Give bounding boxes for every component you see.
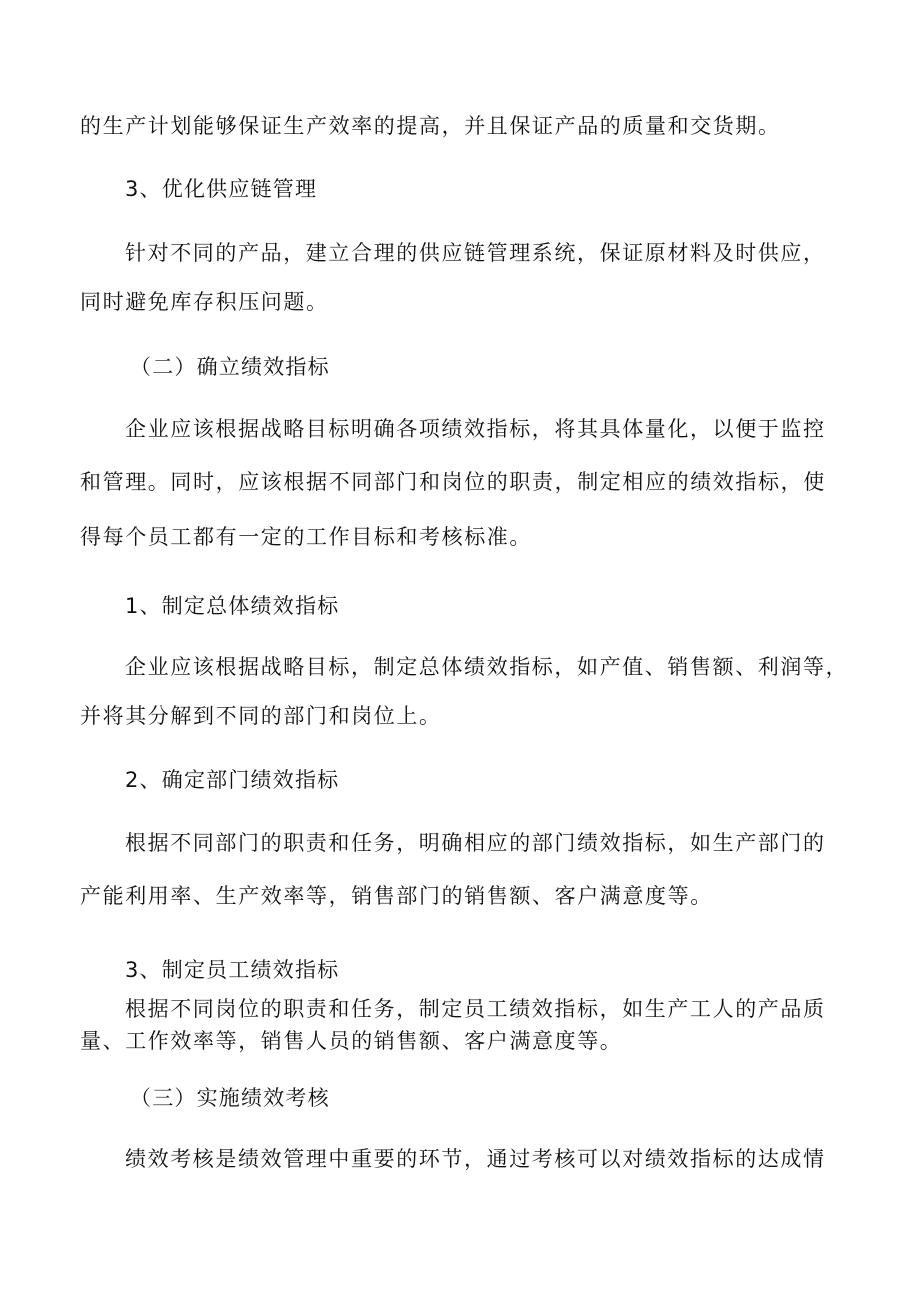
text-line: 企业应该根据战略目标，制定总体绩效指标，如产值、销售额、利润等， [125, 655, 849, 679]
section-heading: （二）确立绩效指标 [130, 355, 330, 379]
section-heading: 3、优化供应链管理 [125, 177, 318, 201]
text-line: 量、工作效率等，销售人员的销售额、客户满意度等。 [80, 1029, 623, 1053]
text-line: 企业应该根据战略目标明确各项绩效指标，将其具体量化，以便于监控 [125, 417, 826, 441]
section-heading: （三）实施绩效考核 [130, 1086, 330, 1110]
text-line: 的生产计划能够保证生产效率的提高，并且保证产品的质量和交货期。 [80, 114, 781, 138]
text-line: 根据不同部门的职责和任务，明确相应的部门绩效指标，如生产部门的 [125, 831, 826, 855]
section-heading: 2、确定部门绩效指标 [125, 768, 340, 792]
text-line: 针对不同的产品，建立合理的供应链管理系统，保证原材料及时供应， [125, 241, 826, 265]
text-line: 绩效考核是绩效管理中重要的环节，通过考核可以对绩效指标的达成情 [125, 1147, 826, 1171]
section-heading: 1、制定总体绩效指标 [125, 594, 340, 618]
text-line: 得每个员工都有一定的工作目标和考核标准。 [80, 525, 532, 549]
text-line: 并将其分解到不同的部门和岗位上。 [80, 704, 442, 728]
section-heading: 3、制定员工绩效指标 [125, 958, 340, 982]
text-line: 和管理。同时，应该根据不同部门和岗位的职责，制定相应的绩效指标，使 [80, 470, 826, 494]
text-line: 根据不同岗位的职责和任务，制定员工绩效指标，如生产工人的产品质 [125, 997, 826, 1021]
text-line: 同时避免库存积压问题。 [80, 290, 329, 314]
text-line: 产能利用率、生产效率等，销售部门的销售额、客户满意度等。 [80, 884, 713, 908]
